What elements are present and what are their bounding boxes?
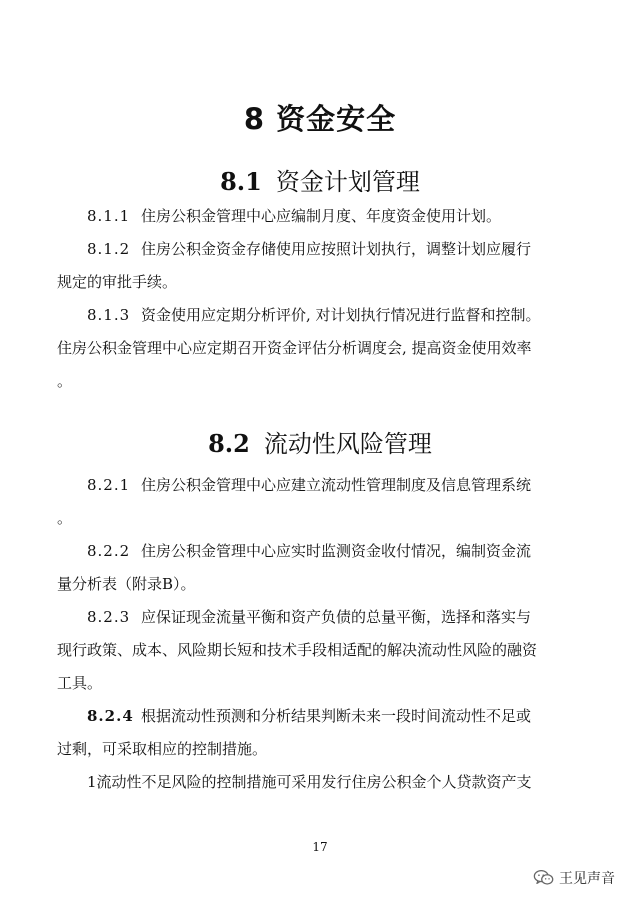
section-number: 8.1 [220, 167, 262, 196]
clause-8-2-3-line-2: 现行政策、成本、风险期长短和技术手段相适配的解决流动性风险的融资 [57, 641, 538, 659]
chapter-title: 8 资金安全 [243, 102, 397, 136]
section-heading-text: 资金计划管理 [275, 168, 420, 196]
clause-text: 根据流动性预测和分析结果判断未来一段时间流动性不足或 [141, 707, 532, 725]
clause-8-1-1-line-1 [87, 205, 501, 227]
clause-number: 8.1.3 [87, 306, 131, 324]
clause-8-2-2-line-2: 量分析表（附录B）。 [57, 575, 196, 593]
section-heading-text: 流动性风险管理 [263, 430, 432, 458]
clause-text: 住房公积金管理中心应编制月度、年度资金使用计划。 [141, 207, 502, 225]
clause-text: 住房公积金管理中心应建立流动性管理制度及信息管理系统 [141, 476, 532, 494]
clause-8-2-4-line-2: 过剩，可采取相应的控制措施。 [57, 740, 268, 758]
continuation-line: 1流动性不足风险的控制措施可采用发行住房公积金个人贷款资产支 [87, 773, 532, 791]
clause-8-2-2-line-1 [87, 540, 531, 562]
clause-text: 住房公积金资金存储使用应按照计划执行，调整计划应履行 [141, 240, 532, 258]
section-number: 8.2 [208, 429, 250, 458]
clause-text: 资金使用应定期分析评价, 对计划执行情况进行监督和控制。 [141, 306, 541, 324]
page-number: 17 [312, 840, 328, 854]
clause-number: 8.2.4 [87, 707, 134, 725]
clause-number: 8.1.1 [87, 207, 131, 225]
clause-8-2-1-line-1 [87, 474, 531, 496]
watermark-text: 王见声音 [559, 871, 615, 887]
clause-8-1-2-line-1 [87, 238, 531, 260]
wechat-icon [533, 868, 555, 888]
clause-8-2-3-line-3: 工具。 [57, 674, 103, 692]
clause-8-2-1-line-2: 。 [57, 509, 73, 527]
clause-8-1-3-line-3: 。 [57, 372, 73, 390]
watermark [533, 866, 615, 890]
clause-8-1-3-line-1 [87, 304, 541, 326]
clause-number: 8.1.2 [87, 240, 131, 258]
clause-number: 8.2.2 [87, 542, 131, 560]
clause-8-1-2-line-2: 规定的审批手续。 [57, 273, 178, 291]
clause-text: 应保证现金流量平衡和资产负债的总量平衡，选择和落实与 [141, 608, 532, 626]
clause-8-2-4-line-1 [87, 705, 531, 727]
clause-number: 8.2.3 [87, 608, 131, 626]
clause-8-1-3-line-2: 住房公积金管理中心应定期召开资金评估分析调度会, 提高资金使用效率 [57, 339, 532, 357]
section-title-8-2 [0, 429, 640, 459]
section-title-8-1 [0, 167, 640, 197]
clause-number: 8.2.1 [87, 476, 131, 494]
clause-text: 住房公积金管理中心应实时监测资金收付情况，编制资金流 [141, 542, 532, 560]
clause-8-2-3-line-1 [87, 606, 531, 628]
